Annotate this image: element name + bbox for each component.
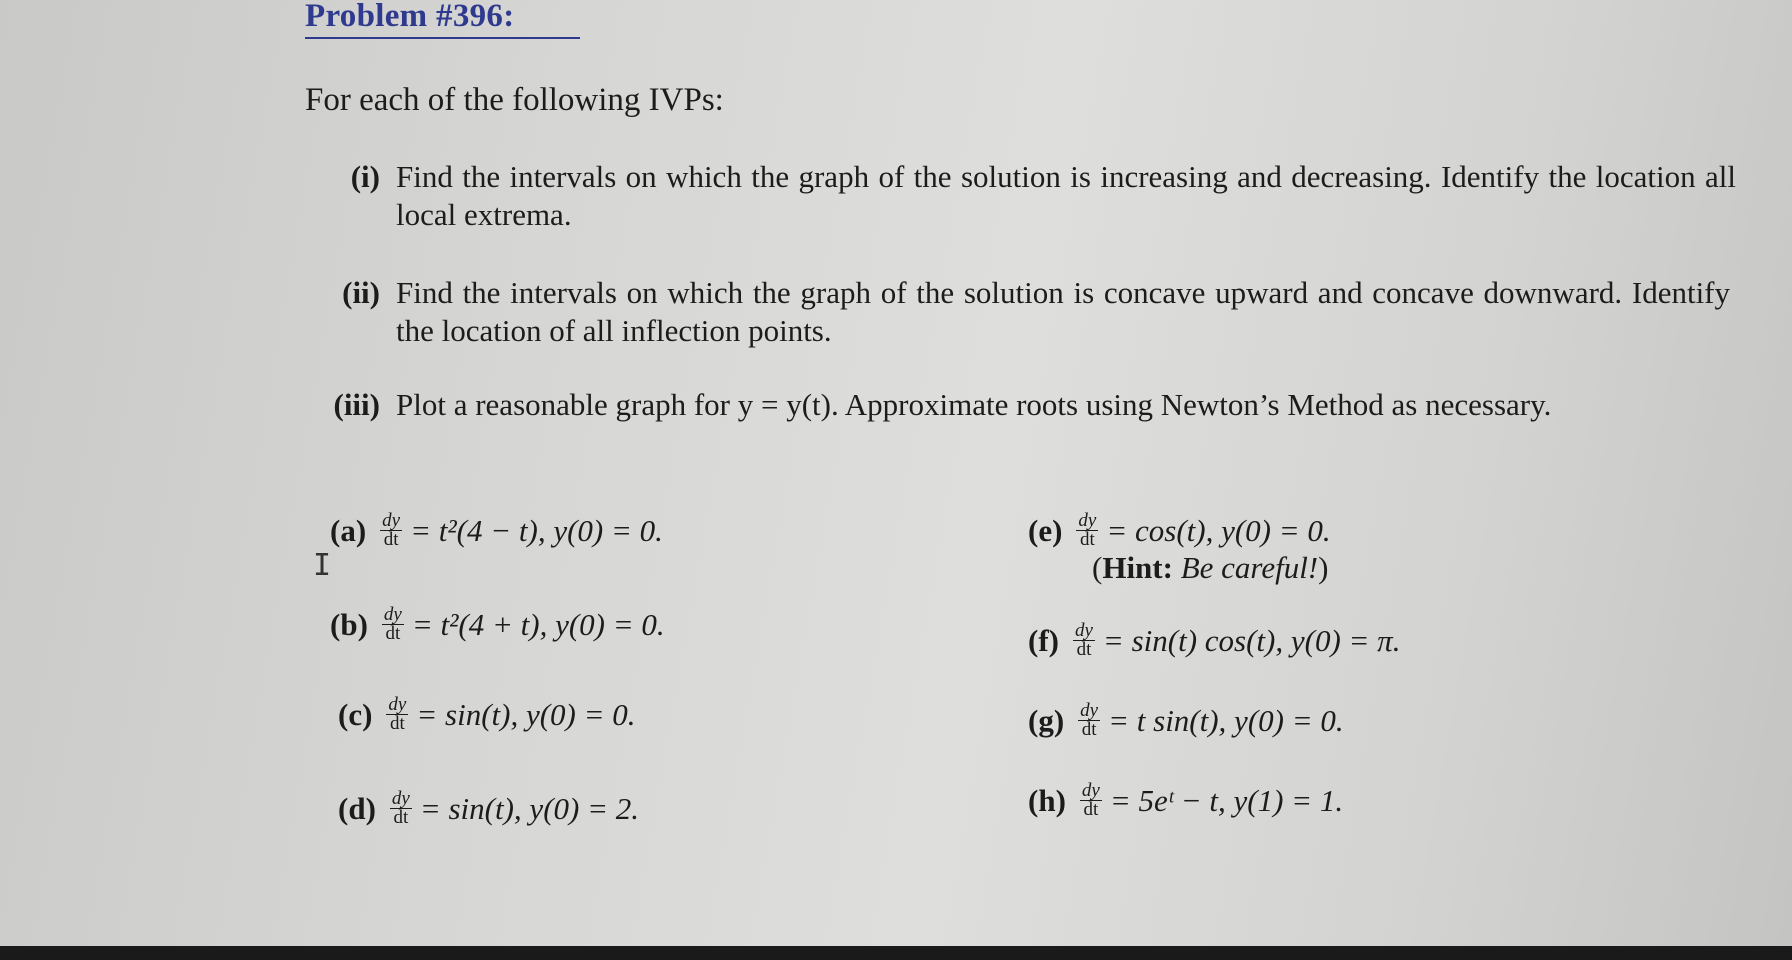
equation-label: (h)	[1028, 782, 1066, 818]
equation-d	[338, 790, 639, 827]
hint-label: Hint:	[1102, 550, 1173, 585]
hint-text	[1092, 550, 1328, 586]
fraction-denominator: dt	[1083, 799, 1099, 820]
hint-body: Be careful!	[1172, 550, 1319, 585]
part-label: (ii)	[342, 275, 380, 310]
intro-text: For each of the following IVPs:	[305, 82, 724, 118]
derivative-fraction	[386, 696, 408, 733]
part-label: (iii)	[333, 387, 380, 422]
fraction-numerator: dy	[388, 694, 407, 715]
equation-label: (d)	[338, 790, 376, 826]
fraction-numerator: dy	[391, 788, 410, 809]
fraction-numerator: dy	[1080, 700, 1099, 721]
fraction-denominator: dt	[1079, 529, 1095, 550]
part-text: Find the intervals on which the graph of the solution is concave upward and concave downward. Identify the location of all inflection points.	[396, 275, 1730, 348]
equation-f	[1028, 622, 1400, 659]
equation-rhs: = t²(4 + t), y(0) = 0.	[411, 606, 665, 642]
derivative-fraction	[1078, 702, 1100, 739]
equation-a	[330, 512, 663, 549]
equation-g	[1028, 702, 1344, 739]
screen-bottom-bezel	[0, 946, 1792, 960]
equation-rhs: = sin(t) cos(t), y(0) = π.	[1102, 622, 1401, 658]
fraction-denominator: dt	[393, 807, 409, 828]
fraction-numerator: dy	[1074, 620, 1093, 641]
equation-label: (g)	[1028, 702, 1065, 738]
derivative-fraction	[1073, 622, 1095, 659]
equation-label: (f)	[1028, 622, 1059, 658]
equation-rhs: = sin(t), y(0) = 2.	[419, 790, 640, 826]
equation-label: (e)	[1028, 512, 1063, 548]
hint-open-paren: (	[1092, 550, 1103, 585]
fraction-denominator: dt	[1081, 719, 1097, 740]
fraction-denominator: dt	[383, 529, 399, 550]
equation-rhs: = cos(t), y(0) = 0.	[1106, 512, 1331, 548]
equation-e	[1028, 512, 1331, 549]
fraction-denominator: dt	[385, 623, 401, 644]
part-text: Find the intervals on which the graph of the solution is increasing and decreasing. Identify the location all local extrema.	[396, 159, 1736, 232]
equation-label: (a)	[330, 512, 367, 548]
equation-label: (b)	[330, 606, 368, 642]
equation-rhs: = 5eᵗ − t, y(1) = 1.	[1109, 782, 1344, 818]
equation-c	[338, 696, 636, 733]
derivative-fraction	[390, 790, 412, 827]
equation-rhs: = t sin(t), y(0) = 0.	[1108, 702, 1344, 738]
equation-h	[1028, 782, 1343, 819]
equation-rhs: = t²(4 − t), y(0) = 0.	[410, 512, 663, 548]
derivative-fraction	[382, 606, 404, 643]
text-cursor-icon: I	[313, 548, 332, 583]
problem-title: Problem #396:	[305, 0, 580, 39]
fraction-denominator: dt	[1076, 639, 1092, 660]
derivative-fraction	[380, 512, 402, 549]
fraction-numerator: dy	[1078, 510, 1097, 531]
fraction-denominator: dt	[389, 713, 405, 734]
part-label: (i)	[350, 159, 380, 194]
equation-rhs: = sin(t), y(0) = 0.	[416, 696, 636, 732]
part-text: Plot a reasonable graph for y = y(t). Approximate roots using Newton’s Method as necessary.	[396, 387, 1552, 422]
equation-b	[330, 606, 665, 643]
fraction-numerator: dy	[382, 510, 401, 531]
fraction-numerator: dy	[1081, 780, 1100, 801]
hint-close-paren: )	[1318, 550, 1329, 585]
equation-label: (c)	[338, 696, 373, 732]
fraction-numerator: dy	[383, 604, 402, 625]
derivative-fraction	[1076, 512, 1098, 549]
derivative-fraction	[1080, 782, 1102, 819]
